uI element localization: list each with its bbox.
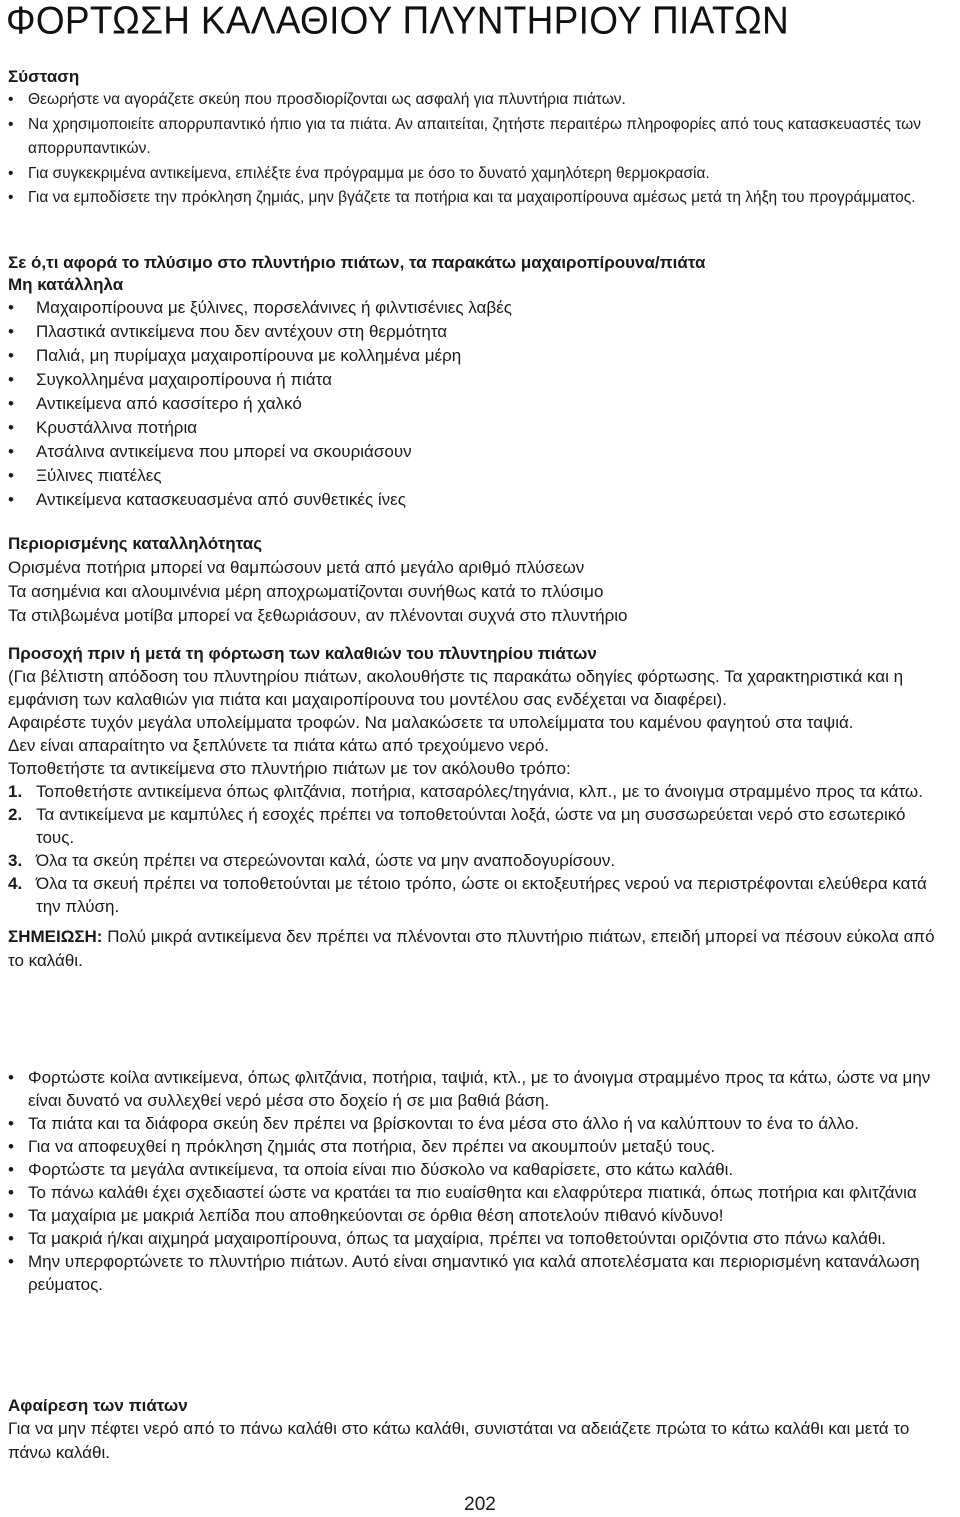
bullet-icon: • — [8, 394, 14, 413]
caution-heading: Προσοχή πριν ή μετά τη φόρτωση των καλαθιών του πλυντηρίου πιάτων — [8, 644, 597, 663]
unloading-text: Για να μην πέφτει νερό από το πάνω καλάθι στο κάτω καλάθι, συνιστάται να αδειάζετε πρώτα το κάτω καλάθι και μετά το πάνω καλάθι. — [8, 1419, 910, 1462]
bullet-icon: • — [8, 1137, 14, 1156]
list-item: • Να χρησιμοποιείτε απορρυπαντικό ήπιο για τα πιάτα. Αν απαιτείται, ζητήστε περαιτέρω πληροφορίες από τους κατασκευαστές των απορρυπαντικών. — [8, 113, 948, 162]
unsuitable-heading-line2: Μη κατάλληλα — [8, 275, 124, 294]
step-number: 4. — [8, 874, 23, 893]
step-item: 4. Όλα τα σκευή πρέπει να τοποθετούνται με τέτοιο τρόπο, ώστε οι εκτοξευτήρες νερού να περιστρέφονται ελεύθερα κατά την πλύση. — [8, 874, 927, 916]
limited-line: Τα ασημένια και αλουμινένια μέρη αποχρωματίζονται συνήθως κατά το πλύσιμο — [8, 582, 604, 601]
tips-section — [8, 1066, 948, 1296]
page-title: ΦΟΡΤΩΣΗ ΚΑΛΑΘΙΟΥ ΠΛΥΝΤΗΡΙΟΥ ΠΙΑΤΩΝ — [6, 0, 790, 42]
list-item: • Μην υπερφορτώνετε το πλυντήριο πιάτων. Αυτό είναι σημαντικό για καλά αποτελέσματα και περιορισμένη κατανάλωση ρεύματος. — [8, 1252, 920, 1294]
caution-paragraph: Αφαιρέστε τυχόν μεγάλα υπολείμματα τροφών. Να μαλακώσετε τα υπολείμματα του καμένου φαγητού στα ταψιά. — [8, 713, 854, 732]
bullet-icon: • — [8, 418, 14, 437]
caution-paragraph: Δεν είναι απαραίτητο να ξεπλύνετε τα πιάτα κάτω από τρεχούμενο νερό. — [8, 736, 549, 755]
list-item: • Για να εμποδίσετε την πρόκληση ζημιάς, μην βγάζετε τα ποτήρια και τα μαχαιροπίρουνα αμέσως μετά τη λήξη του προγράμματος. — [8, 186, 948, 211]
bullet-icon: • — [8, 298, 14, 317]
limited-heading: Περιορισμένης καταλληλότητας — [8, 534, 263, 553]
limited-line: Τα στιλβωμένα μοτίβα μπορεί να ξεθωριάσουν, αν πλένονται συχνά στο πλυντήριο — [8, 606, 628, 625]
limited-section — [8, 532, 948, 628]
list-item: • Παλιά, μη πυρίμαχα μαχαιροπίρουνα με κολλημένα μέρη — [8, 344, 948, 368]
list-item: • Κρυστάλλινα ποτήρια — [8, 416, 948, 440]
recommendation-heading: Σύσταση — [8, 67, 80, 86]
bullet-icon: • — [8, 1114, 14, 1133]
step-item: 2. Τα αντικείμενα με καμπύλες ή εσοχές πρέπει να τοποθετούνται λοξά, ώστε να μη συσσωρεύεται νερό στο εσωτερικό τους. — [8, 805, 906, 847]
step-number: 3. — [8, 851, 23, 870]
bullet-icon: • — [8, 115, 14, 133]
caution-paragraph: Τοποθετήστε τα αντικείμενα στο πλυντήριο πιάτων με τον ακόλουθο τρόπο: — [8, 759, 571, 778]
step-number: 1. — [8, 782, 23, 801]
bullet-icon: • — [8, 1206, 14, 1225]
bullet-icon: • — [8, 1160, 14, 1179]
list-item: • Το πάνω καλάθι έχει σχεδιαστεί ώστε να κρατάει τα πιο ευαίσθητα και ελαφρύτερα πιατικά, όπως ποτήρια και φλιτζάνια — [8, 1183, 917, 1202]
tips-list — [8, 1066, 948, 1296]
list-item: • Για να αποφευχθεί η πρόκληση ζημιάς στα ποτήρια, δεν πρέπει να ακουμπούν μεταξύ τους. — [8, 1137, 716, 1156]
unsuitable-section — [8, 252, 948, 512]
list-item: • Φορτώστε κοίλα αντικείμενα, όπως φλιτζάνια, ποτήρια, ταψιά, κτλ., με το άνοιγμα στραμμένο προς τα κάτω, ώστε να μην είναι δυνατό να συλλεχθεί νερό μέσα στο δοχείο ή σε μια βαθιά βάση. — [8, 1068, 931, 1110]
note-label: ΣΗΜΕΙΩΣΗ: — [8, 927, 103, 946]
step-item: 1. Τοποθετήστε αντικείμενα όπως φλιτζάνια, ποτήρια, κατσαρόλες/τηγάνια, κλπ., με το άνοιγμα στραμμένο προς τα κάτω. — [8, 782, 923, 801]
unloading-heading: Αφαίρεση των πιάτων — [8, 1396, 188, 1415]
list-item: • Τα μακριά ή/και αιχμηρά μαχαιροπίρουνα, όπως τα μαχαίρια, πρέπει να τοποθετούνται οριζόντια στο πάνω καλάθι. — [8, 1229, 886, 1248]
list-item: • Φορτώστε τα μεγάλα αντικείμενα, τα οποία είναι πιο δύσκολο να καθαρίσετε, στο κάτω καλάθι. — [8, 1160, 734, 1179]
unsuitable-heading-line1: Σε ό,τι αφορά το πλύσιμο στο πλυντήριο πιάτων, τα παρακάτω μαχαιροπίρουνα/πιάτα — [8, 253, 706, 272]
bullet-icon: • — [8, 189, 14, 206]
bullet-icon: • — [8, 1068, 14, 1087]
step-number: 2. — [8, 805, 23, 824]
limited-line: Ορισμένα ποτήρια μπορεί να θαμπώσουν μετά από μεγάλο αριθμό πλύσεων — [8, 558, 585, 577]
list-item: • Αντικείμενα από κασσίτερο ή χαλκό — [8, 392, 948, 416]
bullet-icon: • — [8, 370, 14, 389]
bullet-icon: • — [8, 322, 14, 341]
list-item: • Τα πιάτα και τα διάφορα σκεύη δεν πρέπει να βρίσκονται το ένα μέσα στο άλλο ή να καλύπτουν το ένα το άλλο. — [8, 1114, 859, 1133]
list-item: • Για συγκεκριμένα αντικείμενα, επιλέξτε ένα πρόγραμμα με όσο το δυνατό χαμηλότερη θερμοκρασία. — [8, 162, 948, 187]
bullet-icon: • — [8, 164, 14, 182]
caution-paragraph: (Για βέλτιστη απόδοση του πλυντηρίου πιάτων, ακολουθήστε τις παρακάτω οδηγίες φόρτωσης. Τα χαρακτηριστικά και η εμφάνιση των καλαθιών για πιάτα και μαχαιροπίρουνα του μοντέλου σας ενδέχεται να διαφέρει). — [8, 667, 904, 709]
bullet-icon: • — [8, 1252, 14, 1271]
list-item: • Αντικείμενα κατασκευασμένα από συνθετικές ίνες — [8, 488, 948, 512]
page-number: 202 — [464, 1494, 496, 1515]
list-item: • Ατσάλινα αντικείμενα που μπορεί να σκουριάσουν — [8, 440, 948, 464]
list-item: • Τα μαχαίρια με μακριά λεπίδα που αποθηκεύονται σε όρθια θέση αποτελούν πιθανό κίνδυνο! — [8, 1206, 724, 1225]
bullet-icon: • — [8, 490, 14, 509]
bullet-icon: • — [8, 1229, 14, 1248]
list-item: • Πλαστικά αντικείμενα που δεν αντέχουν στη θερμότητα — [8, 320, 948, 344]
recommendation-list — [8, 88, 948, 211]
list-item: • Θεωρήστε να αγοράζετε σκεύη που προσδιορίζονται ως ασφαλή για πλυντήρια πιάτων. — [8, 88, 948, 113]
list-item: • Μαχαιροπίρουνα με ξύλινες, πορσελάνινες ή φιλντισένιες λαβές — [8, 296, 948, 320]
recommendation-section — [8, 66, 948, 211]
bullet-icon: • — [8, 91, 14, 108]
bullet-icon: • — [8, 1183, 14, 1202]
unsuitable-list — [8, 296, 948, 512]
note-text: Πολύ μικρά αντικείμενα δεν πρέπει να πλένονται στο πλυντήριο πιάτων, επειδή μπορεί να πέσουν εύκολα από το καλάθι. — [8, 927, 935, 970]
note — [8, 925, 948, 973]
unloading-section — [8, 1394, 948, 1465]
list-item: • Ξύλινες πιατέλες — [8, 464, 948, 488]
bullet-icon: • — [8, 442, 14, 461]
step-item: 3. Όλα τα σκεύη πρέπει να στερεώνονται καλά, ώστε να μην αναποδογυρίσουν. — [8, 851, 616, 870]
caution-section — [8, 642, 948, 973]
loading-steps — [8, 780, 948, 918]
bullet-icon: • — [8, 466, 14, 485]
list-item: • Συγκολλημένα μαχαιροπίρουνα ή πιάτα — [8, 368, 948, 392]
bullet-icon: • — [8, 346, 14, 365]
